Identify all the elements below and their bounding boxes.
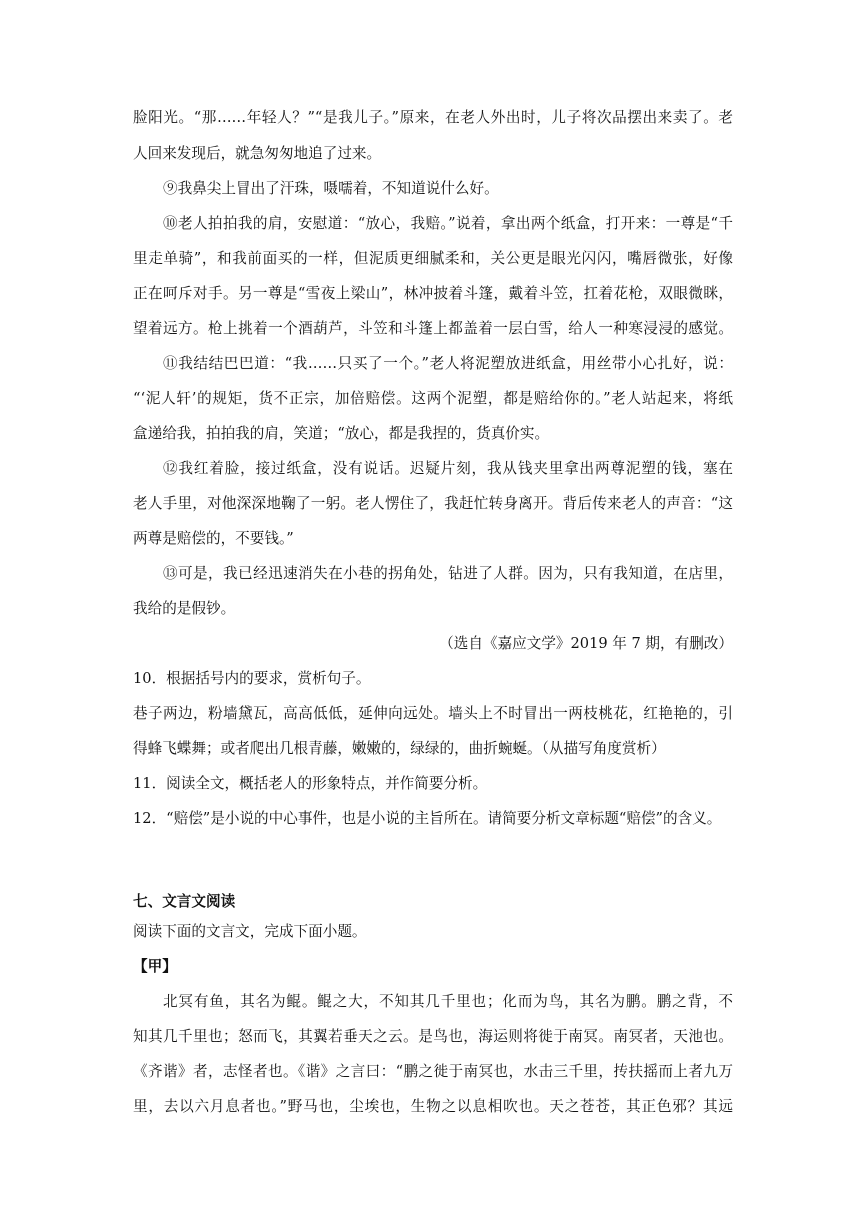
- question-10: 10．根据括号内的要求，赏析句子。: [133, 670, 371, 687]
- question-11: 11．阅读全文，概括老人的形象特点，并作简要分析。: [133, 775, 488, 792]
- classical-line: 知其几千里也；怒而飞，其翼若垂天之云。是鸟也，海运则将徙于南冥。南冥者，天池也。: [133, 1028, 733, 1045]
- question-12: 12．“赔偿”是小说的中心事件，也是小说的主旨所在。请简要分析文章标题“赔偿”的含义。: [133, 810, 722, 827]
- classical-line: 北冥有鱼，其名为鲲。鲲之大，不知其几千里也；化而为鸟，其名为鹏。鹏之背，不: [163, 993, 733, 1010]
- passage-label: 【甲】: [133, 958, 177, 975]
- story-line: “‘泥人轩’的规矩，货不正宗，加倍赔偿。这两个泥塑，都是赔给你的。”老人站起来，将纸: [133, 390, 733, 407]
- story-line: ⑫我红着脸，接过纸盒，没有说话。迟疑片刻，我从钱夹里拿出两尊泥塑的钱，塞在: [163, 460, 733, 477]
- story-line: 我给的是假钞。: [133, 600, 236, 617]
- story-line: 望着远方。枪上挑着一个酒葫芦，斗笠和斗篷上都盖着一层白雪，给人一种寒浸浸的感觉。: [133, 320, 733, 337]
- story-line: 里走单骑”，和我前面买的一样，但泥质更细腻柔和，关公更是眼光闪闪，嘴唇微张，好像: [133, 250, 733, 267]
- story-line: 老人手里，对他深深地鞠了一躬。老人愣住了，我赶忙转身离开。背后传来老人的声音：“这: [133, 495, 733, 512]
- story-line: ⑩老人拍拍我的肩，安慰道：“放心，我赔。”说着，拿出两个纸盒，打开来：一尊是“千: [163, 215, 733, 232]
- question-10-text: 巷子两边，粉墙黛瓦，高高低低，延伸向远处。墙头上不时冒出一两枝桃花，红艳艳的，引: [133, 705, 733, 722]
- story-line: 正在呵斥对手。另一尊是“雪夜上梁山”，林冲披着斗篷，戴着斗笠，扛着花枪，双眼微眯，: [133, 285, 733, 302]
- question-10-text: 得蜂飞蝶舞；或者爬出几根青藤，嫩嫩的，绿绿的，曲折蜿蜒。（从描写角度赏析）: [133, 740, 666, 757]
- section-title: 七、文言文阅读: [133, 893, 236, 910]
- story-line: 盒递给我，拍拍我的肩，笑道；“放心，都是我捏的，货真价实。: [133, 425, 550, 442]
- story-line: 脸阳光。“那……年轻人？”“是我儿子。”原来，在老人外出时，儿子将次品摆出来卖了。老: [133, 109, 733, 126]
- story-line: 两尊是赔偿的，不要钱。”: [133, 530, 294, 547]
- story-line: ⑬可是，我已经迅速消失在小巷的拐角处，钻进了人群。因为，只有我知道，在店里，: [163, 565, 733, 582]
- story-line: ⑪我结结巴巴道：“我……只买了一个。”老人将泥塑放进纸盒，用丝带小心扎好，说：: [163, 355, 733, 372]
- source-citation: （选自《嘉应文学》2019 年 7 期，有删改）: [439, 635, 733, 652]
- classical-line: 里，去以六月息者也。”野马也，尘埃也，生物之以息相吹也。天之苍苍，其正色邪？其远: [133, 1098, 733, 1115]
- section-instruction: 阅读下面的文言文，完成下面小题。: [133, 923, 367, 940]
- story-line: ⑨我鼻尖上冒出了汗珠，嗫嚅着，不知道说什么好。: [163, 180, 499, 197]
- story-line: 人回来发现后，就急匆匆地追了过来。: [133, 145, 382, 162]
- classical-line: 《齐谐》者，志怪者也。《谐》之言曰：“鹏之徙于南冥也，水击三千里，抟扶摇而上者九万: [133, 1063, 733, 1080]
